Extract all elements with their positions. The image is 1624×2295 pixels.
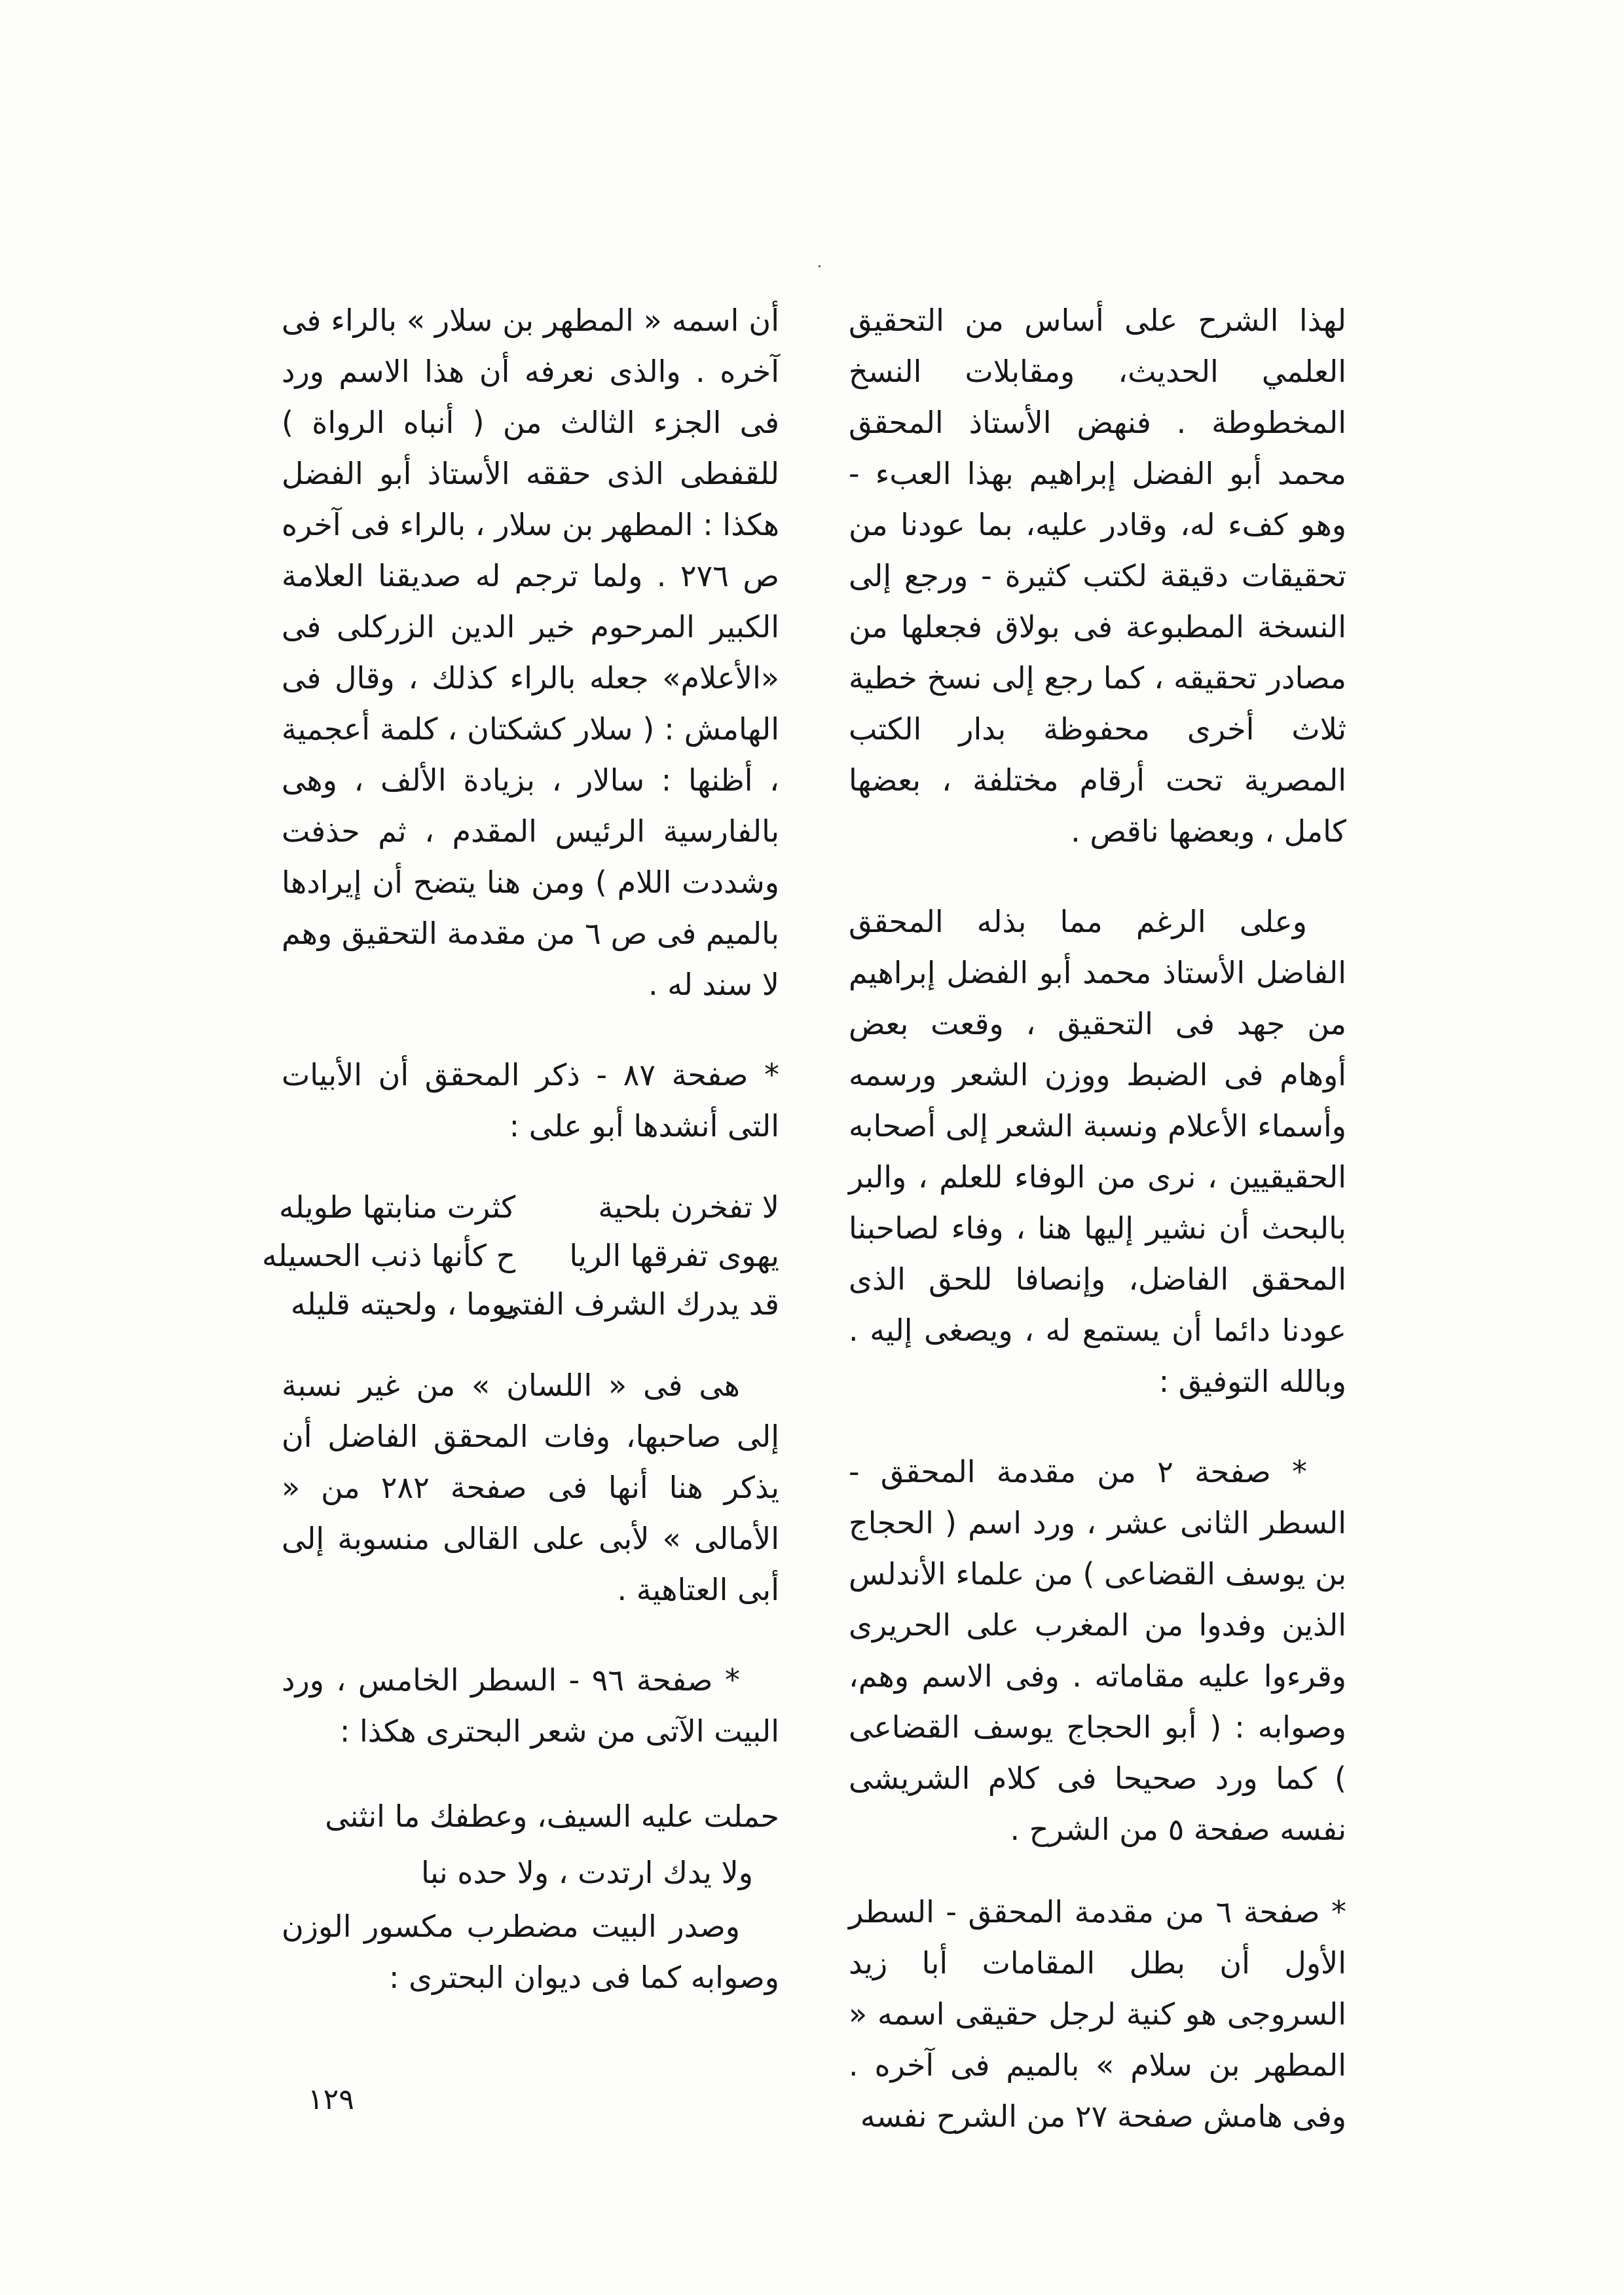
verse-first-hemistich: قد يدرك الشرف الفتى [497,1286,779,1322]
verse-second-hemistich: كثرت منابتها طويله [278,1189,516,1225]
left-paragraph-5: وصدر البيت مضطرب مكسور الوزن وصوابه كما فى ديوان البحترى : [282,1909,779,1995]
verse-row [278,1183,779,1231]
verse-row [261,1231,779,1280]
left-paragraph-2: * صفحة ٨٧ - ذكر المحقق أن الأبيات التى أنشدها أبو على : [282,1057,779,1144]
verse-first-hemistich: لا تفخرن بلحية [598,1189,779,1225]
left-paragraph-3: هى فى « اللسان » من غير نسبة إلى صاحبها، وفات المحقق الفاضل أن يذكر هنا أنها فى صفحة ٢٨٢ من « الأمالى » لأبى على القالى منسوبة إلى أبى العتاهية . [282,1368,779,1607]
bohtori-verse-line-2: ولا يدك ارتدت ، ولا حده نبا [421,1855,753,1890]
right-column [849,295,1346,2142]
verse-second-hemistich: يوما ، ولحيته قليله [290,1286,516,1322]
right-paragraph-2: وعلى الرغم مما بذله المحقق الفاضل الأستاذ محمد أبو الفضل إبراهيم من جهد فى التحقيق ، وقعت بعض أوهام فى الضبط ووزن الشعر ورسمه وأسماء الأعلام ونسبة الشعر إلى أصحابه الحقيقيين ، نرى من الوفاء للعلم ، والبر بالبحث أن نشير إليها هنا ، وفاء لصاحبنا المحقق الفاضل، وإنصافا للحق الذى عودنا دائما أن يستمع له ، ويصغى إليه . وبالله التوفيق : [849,904,1346,1399]
right-paragraph-1: لهذا الشرح على أساس من التحقيق العلمي الحديث، ومقابلات النسخ المخطوطة . فنهض الأستاذ المحقق محمد أبو الفضل إبراهيم بهذا العبء - وهو كفء له، وقادر عليه، بما عودنا من تحقيقات دقيقة لكتب كثيرة - ورجع إلى النسخة المطبوعة فى بولاق فجعلها من مصادر تحقيقه ، كما رجع إلى نسخ خطية ثلاث أخرى محفوظة بدار الكتب المصرية تحت أرقام مختلفة ، بعضها كامل ، وبعضها ناقص . [849,303,1346,849]
right-paragraph-3: * صفحة ٢ من مقدمة المحقق - السطر الثانى عشر ، ورد اسم ( الحجاج بن يوسف القضاعى ) من علماء الأندلس الذين وفدوا من المغرب على الحريرى وقرءوا عليه مقاماته . وفى الاسم وهم، وصوابه : ( أبو الحجاج يوسف القضاعى ) كما ورد صحيحا فى كلام الشريشى نفسه صفحة ٥ من الشرح . [849,1454,1346,1847]
page-number: ١٢٩ [308,2083,354,2116]
left-paragraph-1: أن اسمه « المطهر بن سلار » بالراء فى آخره . والذى نعرفه أن هذا الاسم ورد فى الجزء الثالث من ( أنباه الرواة ) للقفطى الذى حققه الأستاذ أبو الفضل هكذا : المطهر بن سلار ، بالراء فى آخره ص ٢٧٦ . ولما ترجم له صديقنا العلامة الكبير المرحوم خير الدين الزركلى فى «الأعلام» جعله بالراء كذلك ، وقال فى الهامش : ( سلار كشكتان ، كلمة أعجمية ، أظنها : سالار ، بزيادة الألف ، وهى بالفارسية الرئيس المقدم ، ثم حذفت وشددت اللام ) ومن هنا يتضح أن إيرادها بالميم فى ص ٦ من مقدمة التحقيق وهم لا سند له . [282,303,779,1002]
print-speck [819,265,821,267]
verse-row [282,1280,779,1328]
right-paragraph-4: * صفحة ٦ من مقدمة المحقق - السطر الأول أن بطل المقامات أبا زيد السروجى هو كنية لرجل حقيقى اسمه « المطهر بن سلام » بالميم فى آخره . وفى هامش صفحة ٢٧ من الشرح نفسه [849,1894,1346,2134]
poem-verses [261,1183,779,1328]
left-paragraph-4: * صفحة ٩٦ - السطر الخامس ، ورد البيت الآتى من شعر البحترى هكذا : [282,1662,779,1749]
verse-second-hemistich: ح كأنها ذنب الحسيله [261,1238,516,1273]
bohtori-verse-line-1: حملت عليه السيف، وعطفك ما انثنى [325,1799,779,1834]
verse-first-hemistich: يهوى تفرقها الريا [569,1238,779,1273]
left-column [261,295,779,2003]
